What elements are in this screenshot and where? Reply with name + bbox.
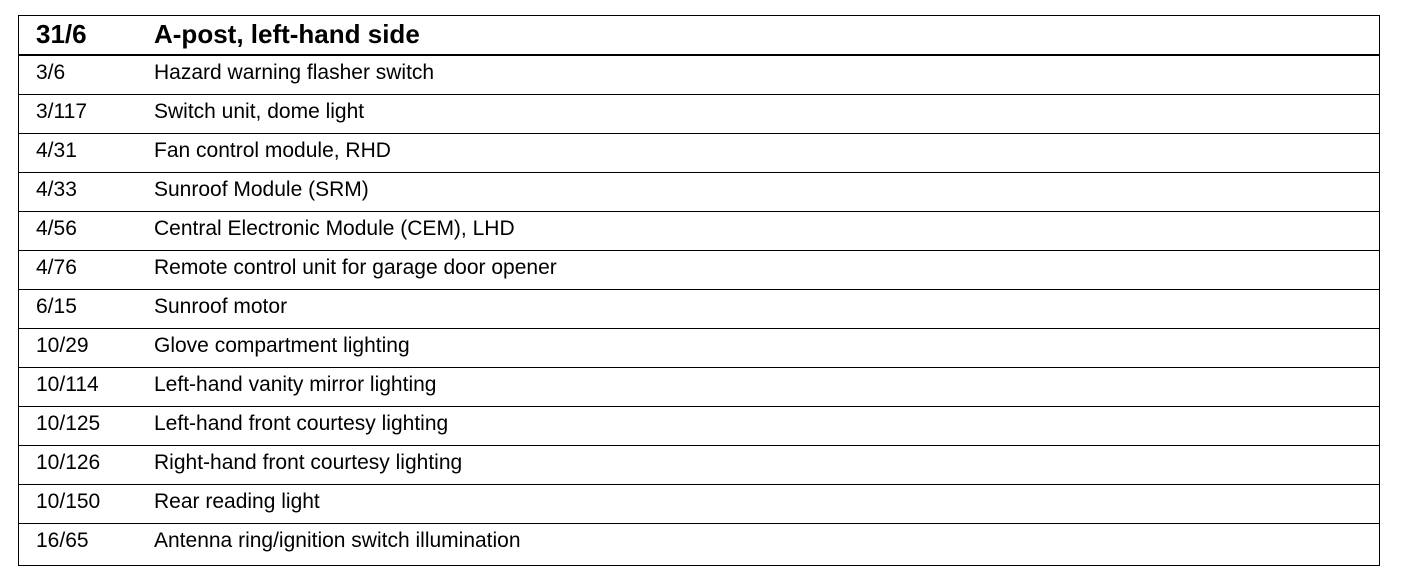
table-row	[19, 251, 1379, 290]
row-code: 10/114	[36, 373, 99, 396]
row-code: 10/125	[36, 412, 101, 435]
row-description: Fan control module, RHD	[154, 139, 391, 162]
row-description: Left-hand vanity mirror lighting	[154, 373, 437, 396]
table-row	[19, 407, 1379, 446]
row-description: Left-hand front courtesy lighting	[154, 412, 449, 435]
row-description: Right-hand front courtesy lighting	[154, 451, 463, 474]
row-description: Central Electronic Module (CEM), LHD	[154, 217, 515, 240]
row-code: 10/126	[36, 451, 101, 474]
table-row	[19, 212, 1379, 251]
table-row	[19, 485, 1379, 524]
row-code: 4/56	[36, 217, 77, 240]
row-description: Switch unit, dome light	[154, 100, 365, 123]
table-row	[19, 290, 1379, 329]
row-code: 3/117	[36, 100, 87, 123]
row-description: Sunroof motor	[154, 295, 288, 318]
row-description: Antenna ring/ignition switch illumination	[154, 529, 521, 552]
component-table	[18, 15, 1380, 566]
header-title: A-post, left-hand side	[154, 19, 420, 49]
table-row	[19, 134, 1379, 173]
row-description: Glove compartment lighting	[154, 334, 410, 357]
row-description: Sunroof Module (SRM)	[154, 178, 369, 201]
row-code: 4/33	[36, 178, 77, 201]
row-code: 3/6	[36, 61, 66, 84]
table-row	[19, 329, 1379, 368]
table-header	[19, 16, 1379, 56]
row-code: 10/150	[36, 490, 101, 513]
row-description: Remote control unit for garage door opener	[154, 256, 557, 279]
table-row	[19, 95, 1379, 134]
row-code: 4/31	[36, 139, 77, 162]
row-code: 6/15	[36, 295, 77, 318]
table-row	[19, 368, 1379, 407]
row-description: Rear reading light	[154, 490, 320, 513]
table-row	[19, 524, 1379, 563]
table-row	[19, 173, 1379, 212]
row-code: 10/29	[36, 334, 89, 357]
header-code: 31/6	[36, 19, 87, 49]
table-row	[19, 446, 1379, 485]
row-description: Hazard warning flasher switch	[154, 61, 435, 84]
row-code: 16/65	[36, 529, 89, 552]
row-code: 4/76	[36, 256, 77, 279]
table-row	[19, 56, 1379, 95]
